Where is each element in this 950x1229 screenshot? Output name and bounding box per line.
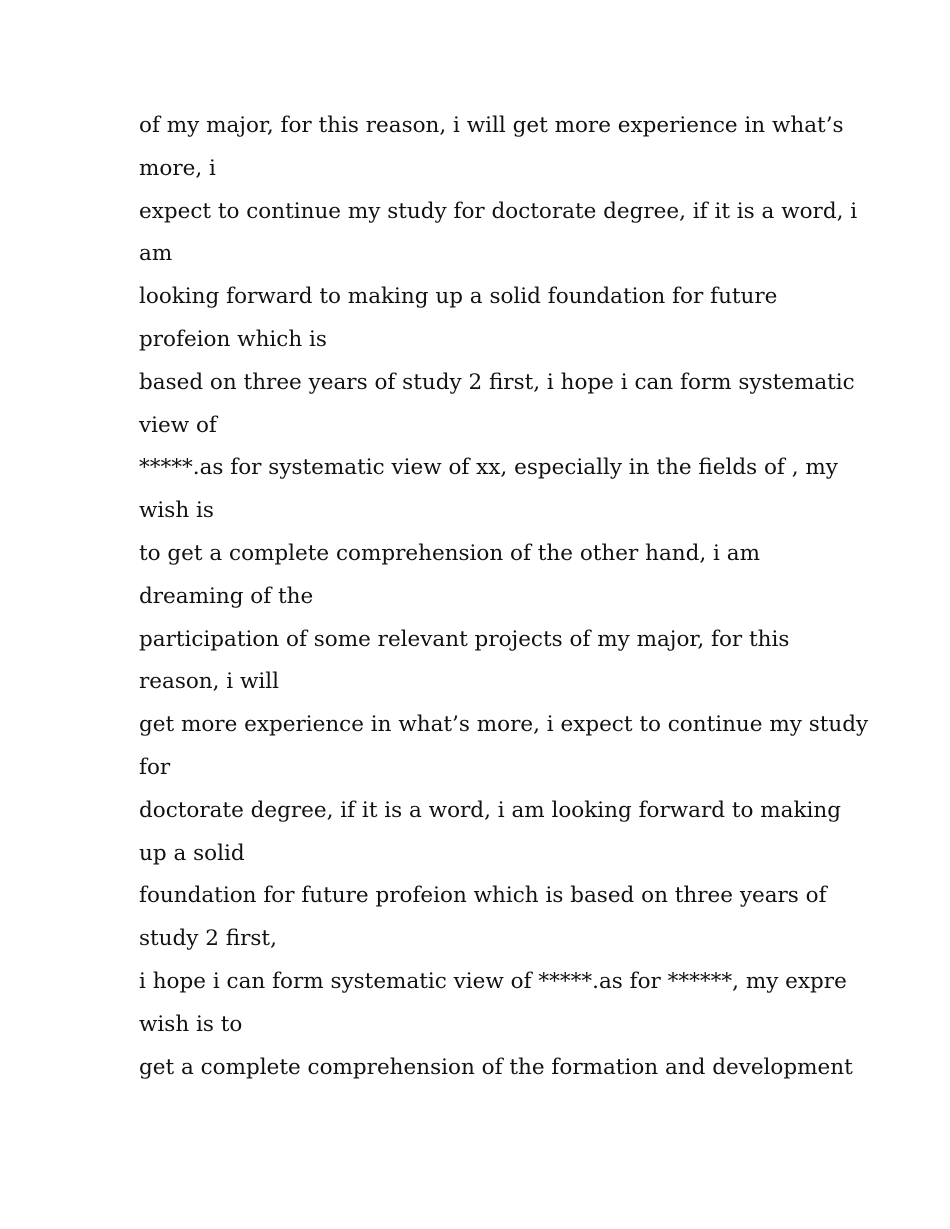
- text-line: dreaming of the: [139, 583, 314, 609]
- text-line: am: [139, 241, 173, 267]
- text-line: get a complete comprehension of the formation and development: [139, 1054, 853, 1080]
- text-line: for: [139, 754, 171, 780]
- text-line: wish is: [139, 498, 214, 524]
- text-line: participation of some relevant projects of my major, for this: [139, 626, 790, 652]
- text-line: profeion which is: [139, 326, 327, 352]
- text-line: doctorate degree, if it is a word, i am looking forward to making: [139, 797, 842, 823]
- text-line: based on three years of study 2 first, i hope i can form systematic: [139, 369, 855, 395]
- text-line: study 2 first,: [139, 926, 277, 952]
- text-line: more, i: [139, 155, 216, 181]
- text-line: looking forward to making up a solid foundation for future: [139, 284, 778, 310]
- text-line: up a solid: [139, 840, 245, 866]
- text-line: of my major, for this reason, i will get more experience in what’s: [139, 113, 844, 138]
- text-line: wish is to: [139, 1011, 243, 1037]
- text-line: i hope i can form systematic view of *****.as for ******, my expre: [139, 968, 847, 994]
- text-line: reason, i will: [139, 669, 280, 695]
- text-line: to get a complete comprehension of the other hand, i am: [139, 540, 760, 566]
- text-line: view of: [139, 412, 217, 438]
- text-line: foundation for future profeion which is based on three years of: [139, 883, 827, 909]
- text-line: expect to continue my study for doctorate degree, if it is a word, i: [139, 198, 858, 224]
- document-body: [139, 105, 869, 1089]
- text-line: get more experience in what’s more, i expect to continue my study: [139, 712, 869, 738]
- text-line: *****.as for systematic view of xx, especially in the fields of , my: [139, 455, 838, 481]
